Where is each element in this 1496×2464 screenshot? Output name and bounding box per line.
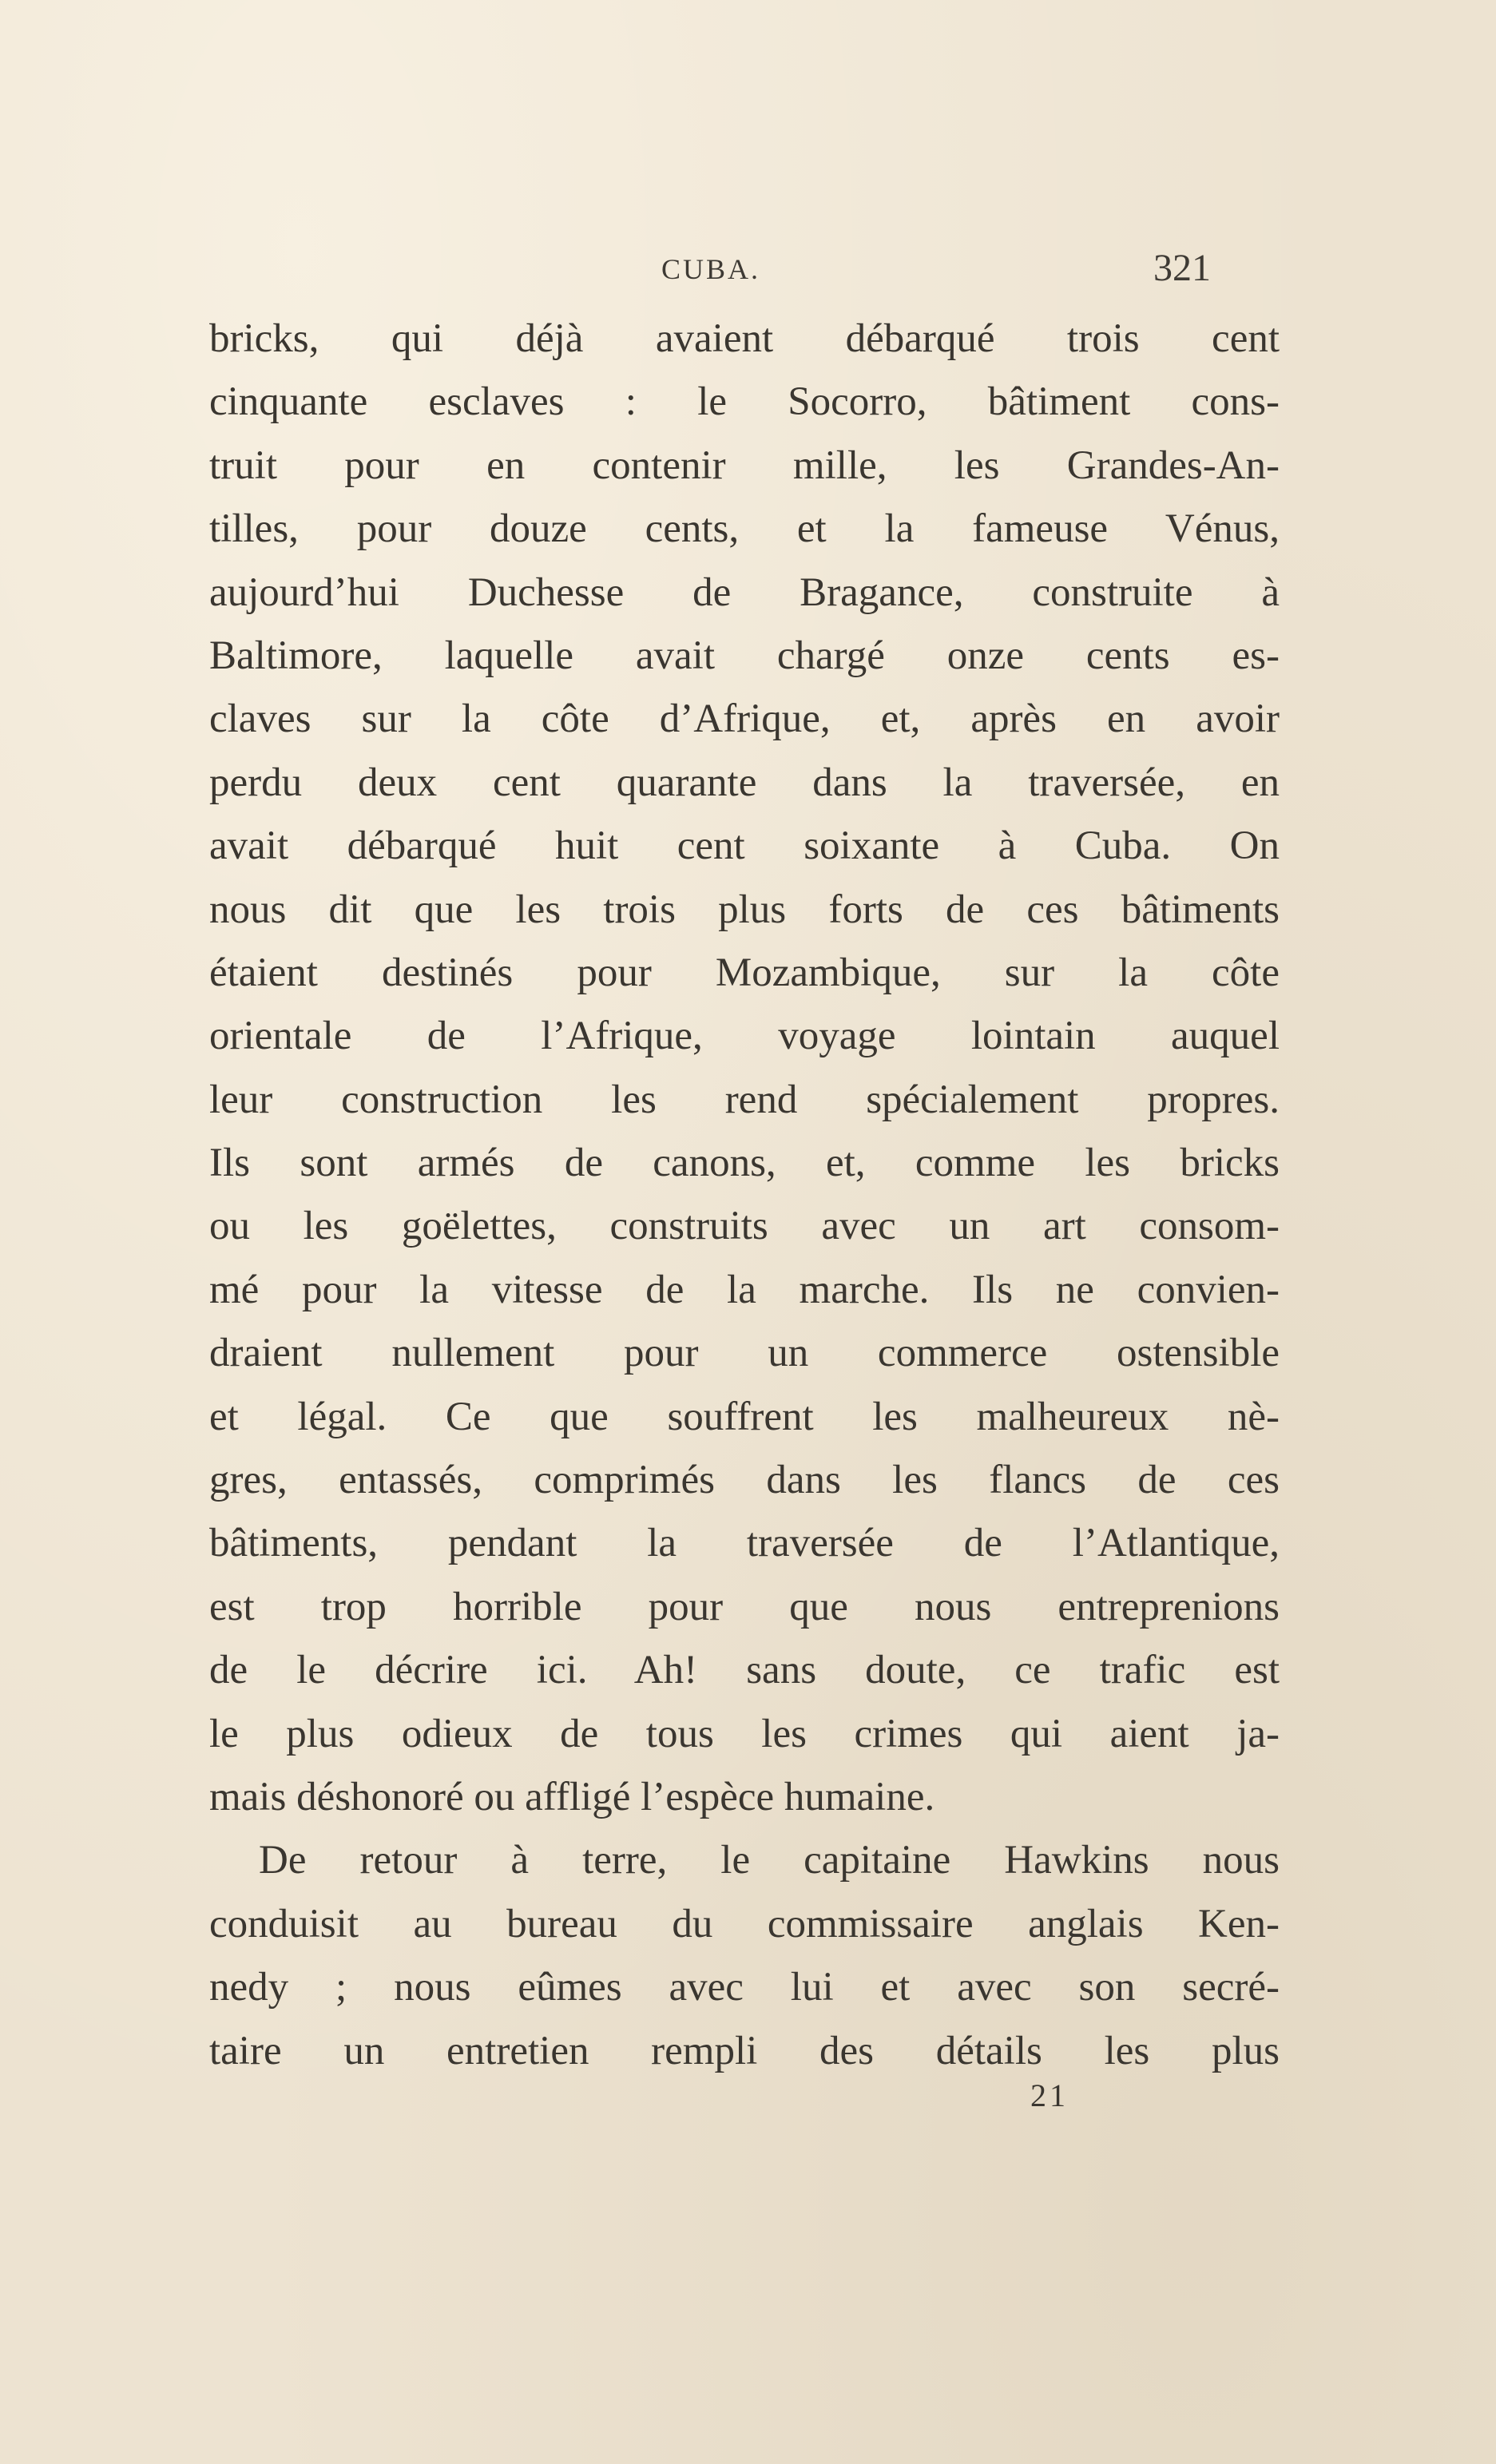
- text-line: aujourd’hui Duchesse de Bragance, construite à: [209, 569, 1280, 615]
- text-line: tilles, pour douze cents, et la fameuse Vénus,: [209, 506, 1280, 552]
- text-line: avait débarqué huit cent soixante à Cuba. On: [209, 823, 1280, 869]
- text-line: conduisit au bureau du commissaire anglais Ken-: [209, 1901, 1280, 1946]
- text-line: cinquante esclaves : le Socorro, bâtiment cons-: [209, 379, 1280, 425]
- text-line: bricks, qui déjà avaient débarqué trois cent: [209, 316, 1280, 361]
- text-line: leur construction les rend spécialement propres.: [209, 1077, 1280, 1122]
- text-line: nedy ; nous eûmes avec lui et avec son secré-: [209, 1965, 1280, 2010]
- text-line: truit pour en contenir mille, les Grandes-An-: [209, 442, 1280, 488]
- signature-mark: 21: [1030, 2077, 1069, 2113]
- text-line: mé pour la vitesse de la marche. Ils ne convien-: [209, 1267, 1280, 1312]
- text-line: Baltimore, laquelle avait chargé onze cents es-: [209, 633, 1280, 678]
- running-head: [0, 246, 1496, 294]
- running-head-title: CUBA.: [661, 253, 761, 285]
- text-line: bâtiments, pendant la traversée de l’Atlantique,: [209, 1521, 1280, 1566]
- text-line: étaient destinés pour Mozambique, sur la côte: [209, 950, 1280, 995]
- text-line: draient nullement pour un commerce ostensible: [209, 1331, 1280, 1376]
- text-line: gres, entassés, comprimés dans les flancs de ces: [209, 1458, 1280, 1503]
- text-line: ou les goëlettes, construits avec un art consom-: [209, 1204, 1280, 1249]
- text-line: taire un entretien rempli des détails les plus: [209, 2028, 1280, 2073]
- text-line: le plus odieux de tous les crimes qui aient ja-: [209, 1711, 1280, 1756]
- text-line: Ils sont armés de canons, et, comme les bricks: [209, 1141, 1280, 1186]
- text-line: est trop horrible pour que nous entreprenions: [209, 1584, 1280, 1629]
- body-text: [209, 308, 1280, 2083]
- text-line: de le décrire ici. Ah! sans doute, ce trafic est: [209, 1648, 1280, 1693]
- text-line: mais déshonoré ou affligé l’espèce humaine.: [209, 1774, 935, 1819]
- paragraph-start-line: De retour à terre, le capitaine Hawkins nous: [259, 1838, 1280, 1883]
- text-line: orientale de l’Afrique, voyage lointain auquel: [209, 1014, 1280, 1059]
- page-number: 321: [1153, 247, 1211, 289]
- text-line: claves sur la côte d’Afrique, et, après en avoir: [209, 696, 1280, 742]
- text-line: et légal. Ce que souffrent les malheureux nè-: [209, 1394, 1280, 1439]
- text-line: nous dit que les trois plus forts de ces bâtiments: [209, 887, 1280, 932]
- text-line: perdu deux cent quarante dans la traversée, en: [209, 760, 1280, 805]
